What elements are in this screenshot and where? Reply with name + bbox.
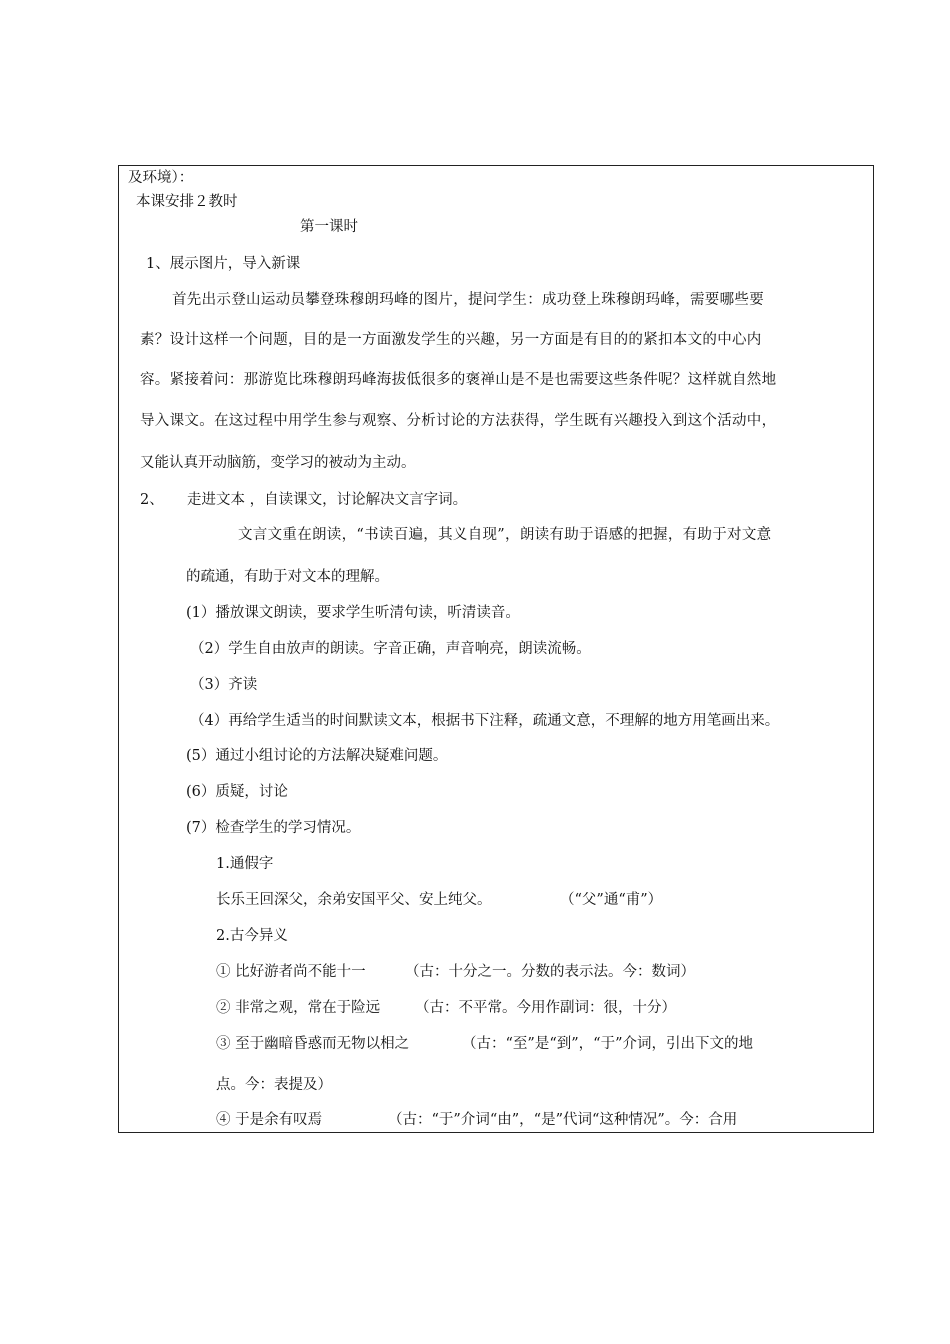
text-line: 及环境）： <box>128 170 194 186</box>
subheading: 1.通假字 <box>216 856 274 872</box>
example-text: ③ 至于幽暗昏惑而无物以相之 <box>216 1036 410 1052</box>
step-heading: 走进文本 ，自读课文，讨论解决文言字词。 <box>187 492 468 508</box>
text-line: 首先出示登山运动员攀登珠穆朗玛峰的图片，提问学生：成功登上珠穆朗玛峰，需要哪些要 <box>172 292 764 308</box>
subheading: 2.古今异义 <box>216 928 288 944</box>
list-item: (1）播放课文朗读，要求学生听清句读，听清读音。 <box>186 605 520 621</box>
text-line: 容。紧接着问：那游览比珠穆朗玛峰海拔低很多的褒禅山是不是也需要这些条件呢？这样就自然地 <box>140 372 777 388</box>
text-line: 的疏通，有助于对文本的理解。 <box>186 569 389 585</box>
list-item: (6）质疑，讨论 <box>186 784 288 800</box>
text-line: 文言文重在朗读，“书读百遍，其义自现”，朗读有助于语感的把握，有助于对文意 <box>238 527 772 543</box>
example-text: ① 比好游者尚不能十一 <box>216 964 366 980</box>
section-heading: 第一课时 <box>300 219 358 235</box>
list-item: (5）通过小组讨论的方法解决疑难问题。 <box>186 748 448 764</box>
example-note: （古：不平常。今用作副词：很，十分） <box>415 1000 676 1016</box>
text-line: 导入课文。在这过程中用学生参与观察、分析讨论的方法获得，学生既有兴趣投入到这个活动中， <box>140 413 777 429</box>
list-item: （2）学生自由放声的朗读。字音正确，声音响亮，朗读流畅。 <box>190 641 591 657</box>
example-text: ② 非常之观，常在于险远 <box>216 1000 381 1016</box>
list-item: （3）齐读 <box>190 677 258 693</box>
list-item: (7）检查学生的学习情况。 <box>186 820 361 836</box>
example-text: ④ 于是余有叹焉 <box>216 1112 323 1128</box>
text-line: 又能认真开动脑筋，变学习的被动为主动。 <box>140 455 416 471</box>
list-item: （4）再给学生适当的时间默读文本，根据书下注释，疏通文意，不理解的地方用笔画出来。 <box>190 713 780 729</box>
example-note: （古：“至”是“到”，“于”介词，引出下文的地 <box>462 1036 753 1052</box>
step-number: 2、 <box>140 492 164 508</box>
example-note: （古：十分之一。分数的表示法。今：数词） <box>405 964 695 980</box>
text-line: 素？设计这样一个问题，目的是一方面激发学生的兴趣，另一方面是有目的的紧扣本文的中心内 <box>140 332 762 348</box>
example-note: （古：“于”介词“由”，“是”代词“这种情况”。今：合用 <box>388 1112 738 1128</box>
example-note: 点。今：表提及） <box>216 1077 332 1093</box>
step-heading: 1、展示图片，导入新课 <box>146 256 301 272</box>
example-note: （“父”通“甫”） <box>560 892 663 908</box>
example-text: 长乐王回深父，余弟安国平父、安上纯父。 <box>216 892 492 908</box>
text-line: 本课安排２教时 <box>136 194 238 210</box>
